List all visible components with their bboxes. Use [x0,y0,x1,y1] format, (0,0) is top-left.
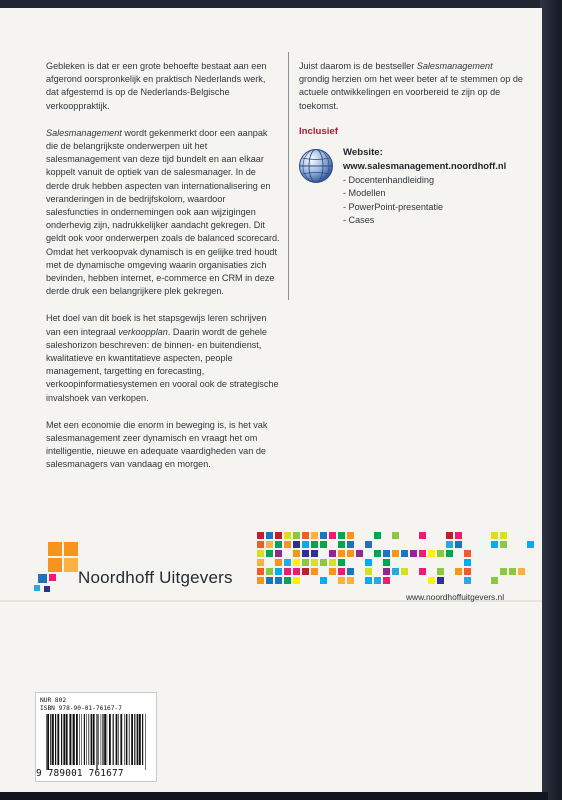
barcode-bar [69,714,71,765]
barcode-bar [76,714,78,765]
mosaic-tile [293,541,300,548]
barcode-bar [137,714,139,765]
barcode-bar [96,714,97,770]
nur-code: NUR 802 [40,697,67,704]
mosaic-tile [311,568,318,575]
mosaic-tile [284,568,291,575]
website-label: Website: [343,147,383,158]
mosaic-tile [284,532,291,539]
mosaic-tile [266,568,273,575]
barcode-bar [126,714,127,765]
mosaic-tile [302,532,309,539]
noordhoff-logo-icon [28,542,84,596]
blurb-paragraph-4: Met een economie die enorm in beweging is, is het vak salesmanagement zeer dynamisch en vraagt het om intelligentie, nieuwe en adequate vaardigheden van de salesmanagers van vandaag en morgen. [46,419,268,470]
mosaic-tile [266,541,273,548]
mosaic-tile [500,541,507,548]
mosaic-tile [527,541,534,548]
column-divider [288,52,289,300]
barcode-bar [91,714,92,765]
mosaic-tile [383,577,390,584]
mosaic-tile [365,559,372,566]
list-item: - Docentenhandleiding [343,175,435,185]
mosaic-tile [338,568,345,575]
mosaic-tile [509,568,516,575]
mosaic-tile [275,568,282,575]
blurb-paragraph-2: Salesmanagement wordt gekenmerkt door een aanpak die de belangrijkste onderwerpen uit het salesmanagement van deze tijd bundelt en aan elkaar koppelt vanuit de optiek van de salesmanager. In de derde druk hebben aspecten van internationalisering en veranderingen in de bedrijfskolom, waardoor salesfuncties in ondernemingen ook aan wijzigingen onderhevig zijn, nadrukkelijker aandacht gekregen. Dit geldt ook voor onderwerpen zoals de balanced scorecard. Omdat het verkoopvak dynamisch is en gelijke tred houdt met de dynamische omgeving waarin organisaties zich bevinden, hebben internet, e-commerce en CRM in deze derde druk een belangrijkere plek gekregen. [46,127,280,297]
barcode-icon [44,714,149,770]
mosaic-tile [257,550,264,557]
mosaic-tile [455,532,462,539]
mosaic-tile [419,550,426,557]
list-item: - PowerPoint-presentatie [343,201,444,212]
mosaic-tile [311,550,318,557]
barcode-bar [116,714,118,765]
barcode-bar [102,714,103,765]
mosaic-tile [257,568,264,575]
mosaic-tile [446,532,453,539]
mosaic-tile [392,532,399,539]
mosaic-tile [266,550,273,557]
barcode-bar [139,714,141,765]
verkoopplan-italic: verkoopplan [118,326,168,337]
mosaic-tile [455,541,462,548]
mosaic-tile [401,568,408,575]
mosaic-tile [338,532,345,539]
mosaic-tile [275,550,282,557]
mosaic-tile [320,541,327,548]
mosaic-tile [464,568,471,575]
mosaic-tile [257,559,264,566]
mosaic-tile [428,550,435,557]
publisher-name: Noordhoff Uitgevers [78,568,233,587]
blurb-paragraph-1: Gebleken is dat er een grote behoefte bestaat aan een afgerond oorspronkelijk en praktisch Nederlands werk, dat afgestemd is op de Nederlands-Belgische verkooppraktijk. [46,61,267,111]
mosaic-tile [464,577,471,584]
barcode-bar [86,714,87,765]
inclusief-heading: Inclusief [299,126,338,137]
mosaic-tile [446,550,453,557]
globe-icon [298,148,334,184]
barcode-bar [129,714,130,765]
mosaic-tile [257,532,264,539]
barcode-bar [131,714,133,765]
barcode-bar [145,714,146,770]
barcode-bar [55,714,56,765]
mosaic-tile [437,568,444,575]
mosaic-tile [347,550,354,557]
mosaic-tile [392,550,399,557]
mosaic-tile [347,532,354,539]
barcode-bar [109,714,111,765]
bestseller-title-italic: Salesmanagement [416,61,493,71]
barcode-bar [98,714,99,765]
mosaic-tile [347,541,354,548]
barcode-bar [142,714,143,765]
mosaic-tile [464,550,471,557]
mosaic-tile [302,550,309,557]
mosaic-tile [338,577,345,584]
blurb-left-column [46,60,280,486]
mosaic-tile [302,541,309,548]
mosaic-tile [455,568,462,575]
mosaic-tile [284,541,291,548]
barcode-bar [118,714,119,765]
mosaic-tile [374,550,381,557]
page-edge [0,792,548,800]
barcode-bar [72,714,73,765]
mosaic-tile [275,532,282,539]
barcode-bar [90,714,91,765]
barcode-bar [63,714,65,765]
barcode-bar [84,714,85,765]
barcode-bar [134,714,135,765]
mosaic-tile [518,568,525,575]
mosaic-tile [302,568,309,575]
mosaic-tile [320,577,327,584]
mosaic-tile [293,559,300,566]
mosaic-tile [419,568,426,575]
mosaic-tile [275,541,282,548]
mosaic-tile [293,568,300,575]
barcode-bar [79,714,80,765]
barcode-bar [61,714,62,765]
mosaic-tile [311,559,318,566]
website-contents-list [343,174,443,227]
barcode-bar [50,714,51,765]
mosaic-tile [284,577,291,584]
mosaic-tile [338,559,345,566]
mosaic-tile [374,532,381,539]
mosaic-tile [356,550,363,557]
mosaic-tile [329,559,336,566]
mosaic-tile [293,550,300,557]
mosaic-tile [329,568,336,575]
mosaic-tile [338,541,345,548]
barcode-bar [46,714,47,770]
mosaic-tile [383,559,390,566]
mosaic-tile [257,541,264,548]
mosaic-tile [257,577,264,584]
mosaic-tile [347,568,354,575]
book-title-italic: Salesmanagement [46,127,122,138]
blurb-right-column [299,60,524,113]
barcode-bar [128,714,129,765]
barcode-bar [120,714,122,765]
mosaic-tile [329,550,336,557]
barcode-bar [93,714,95,765]
spine-edge [540,0,562,800]
list-item: - Modellen [343,188,386,199]
mosaic-tile [338,550,345,557]
mosaic-tile [374,577,381,584]
barcode-digits: 9 789001 761677 [36,768,124,779]
mosaic-tile [392,568,399,575]
barcode-bar [124,714,125,765]
mosaic-tile [464,559,471,566]
mosaic-pattern-icon [256,528,546,588]
mosaic-tile [320,559,327,566]
mosaic-tile [491,532,498,539]
mosaic-tile [284,559,291,566]
barcode-bar [104,714,106,765]
mosaic-tile [491,577,498,584]
mosaic-tile [419,532,426,539]
barcode-bar [47,714,49,770]
mosaic-tile [275,577,282,584]
barcode-bar [57,714,59,765]
mosaic-tile [293,577,300,584]
mosaic-tile [428,577,435,584]
mosaic-tile [446,541,453,548]
mosaic-tile [347,577,354,584]
barcode-bar [113,714,114,765]
barcode-bar [52,714,54,765]
mosaic-tile [383,550,390,557]
mosaic-tile [320,532,327,539]
mosaic-tile [275,559,282,566]
blurb-right-paragraph: Juist daarom is de bestseller Salesmanagement grondig herzien om het weer beter af te stemmen op de actuele ontwikkelingen en voorbereid te zijn op de toekomst. [299,61,523,111]
mosaic-tile [266,532,273,539]
publisher-url: www.noordhoffuitgevers.nl [406,592,505,602]
mosaic-tile [500,532,507,539]
list-item: - Cases [343,214,375,225]
barcode-bar [88,714,89,765]
barcode-bar [81,714,82,765]
barcode-bar [101,714,102,765]
mosaic-tile [311,532,318,539]
website-url: www.salesmanagement.noordhoff.nl [343,160,507,171]
mosaic-tile [437,577,444,584]
mosaic-tile [401,550,408,557]
barcode-bar [66,714,68,765]
mosaic-tile [365,541,372,548]
mosaic-tile [410,550,417,557]
mosaic-tile [491,541,498,548]
mosaic-tile [302,559,309,566]
barcode-bar [107,714,108,765]
mosaic-tile [365,568,372,575]
mosaic-tile [329,532,336,539]
mosaic-tile [311,541,318,548]
mosaic-tile [437,550,444,557]
mosaic-tile [266,577,273,584]
barcode-bar [73,714,75,765]
isbn-code: ISBN 978-90-01-76167-7 [40,705,122,712]
mosaic-tile [293,532,300,539]
blurb-paragraph-3: Het doel van dit boek is het stapsgewijs leren schrijven van een integraal verkoopplan. Daarin wordt de gehele saleshorizon beschreven: de binnen- en buitendienst, kwalitatieve en kwantitatieve aspecten, people management, targetting en forecasting, verkoopinformatiesystemen en vooral ook de strategische invalshoek van verkopen. [46,313,279,403]
mosaic-tile [365,577,372,584]
mosaic-tile [500,568,507,575]
mosaic-tile [383,568,390,575]
